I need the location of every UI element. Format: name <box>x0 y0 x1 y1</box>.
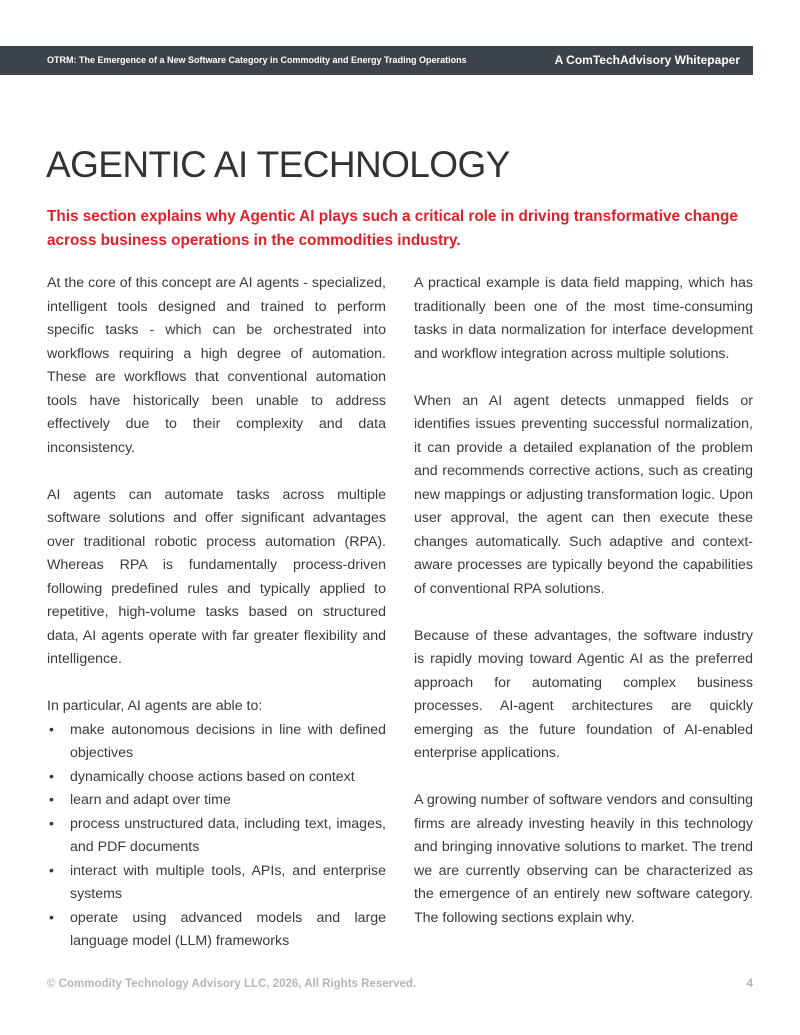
right-column <box>414 272 753 930</box>
page-number: 4 <box>746 978 753 990</box>
list-item <box>47 907 386 954</box>
left-paragraph-1: At the core of this concept are AI agents - specialized, intelligent tools designed and trained to perform specific tasks - which can be orchestrated into workflows requiring a high degree of automation. These are workflows that conventional automation tools have historically been unable to address effectively due to their complexity and data inconsistency. <box>47 275 386 456</box>
list-item <box>47 719 386 766</box>
right-paragraph-3: Because of these advantages, the software industry is rapidly moving toward Agentic AI as the preferred approach for automating complex business processes. AI-agent architectures are quickly emerging as the future foundation of AI-enabled enterprise applications. <box>414 627 753 761</box>
right-paragraph-2: When an AI agent detects unmapped fields or identifies issues preventing successful normalization, it can provide a detailed explanation of the problem and recommends corrective actions, such as creating new mappings or adjusting transformation logic. Upon user approval, the agent can then execute these changes automatically. Such adaptive and context-aware processes are typically beyond the capabilities of conventional RPA solutions. <box>414 392 753 597</box>
header-document-title: OTRM: The Emergence of a New Software Category in Commodity and Energy Trading Operations <box>47 55 467 65</box>
list-item <box>47 789 386 813</box>
left-paragraph-2: AI agents can automate tasks across multiple software solutions and offer significant advantages over traditional robotic process automation (RPA). Whereas RPA is fundamentally process-driven following predefined rules and typically applied to repetitive, high-volume tasks based on structured data, AI agents operate with far greater flexibility and intelligence. <box>47 486 386 667</box>
header-bar <box>0 46 753 75</box>
list-item-text: operate using advanced models and large language model (LLM) frameworks <box>70 909 386 949</box>
header-publication-label: A ComTechAdvisory Whitepaper <box>554 53 740 67</box>
section-title: AGENTIC AI TECHNOLOGY <box>46 144 510 185</box>
right-paragraph-4: A growing number of software vendors and consulting firms are already investing heavily in this technology and bringing innovative solutions to market. The trend we are currently observing can be characterized as the emergence of an entirely new software category. The following sections explain why. <box>414 792 753 926</box>
capabilities-list <box>47 719 386 954</box>
left-paragraph-3: In particular, AI agents are able to: <box>47 698 263 714</box>
list-item-text: interact with multiple tools, APIs, and enterprise systems <box>70 862 386 902</box>
list-item-text: dynamically choose actions based on context <box>70 768 355 785</box>
footer-copyright: © Commodity Technology Advisory LLC, 2026, All Rights Reserved. <box>47 978 417 990</box>
left-column <box>47 272 386 954</box>
bullet-icon: • <box>49 792 54 808</box>
bullet-icon: • <box>49 815 54 832</box>
list-item-text: process unstructured data, including text, images, and PDF documents <box>70 815 386 855</box>
list-item <box>47 813 386 860</box>
list-item-text: learn and adapt over time <box>70 792 231 808</box>
list-item <box>47 860 386 907</box>
bullet-icon: • <box>49 862 54 879</box>
list-item-text: make autonomous decisions in line with defined objectives <box>70 721 386 761</box>
bullet-icon: • <box>49 721 54 738</box>
list-item <box>47 766 386 790</box>
bullet-icon: • <box>49 768 54 785</box>
right-paragraph-1: A practical example is data field mapping, which has traditionally been one of the most time-consuming tasks in data normalization for interface development and workflow integration across multiple solutions. <box>414 275 753 362</box>
section-lead: This section explains why Agentic AI plays such a critical role in driving transformative change across business operations in the commodities industry. <box>47 208 738 249</box>
bullet-icon: • <box>49 909 54 926</box>
